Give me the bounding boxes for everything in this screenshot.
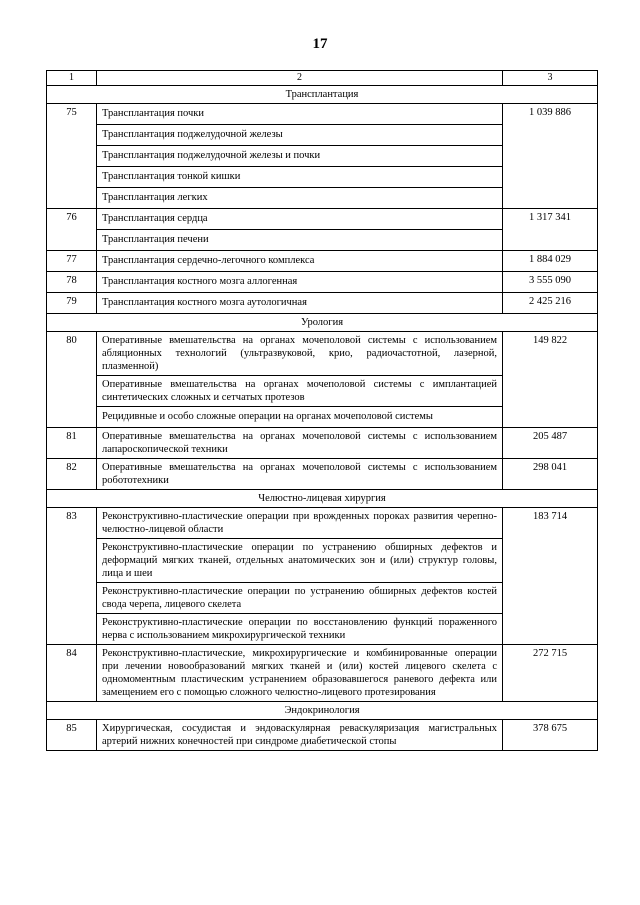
row-value: 1 039 886 — [503, 104, 598, 209]
row-description: Трансплантация тонкой кишки — [97, 167, 503, 188]
row-description: Трансплантация костного мозга аутологичная — [97, 293, 503, 314]
row-description: Реконструктивно-пластические операции по восстановлению функций пораженного нерва с использованием микрохирургической техники — [97, 614, 503, 645]
row-description: Трансплантация легких — [97, 188, 503, 209]
row-description: Трансплантация сердца — [97, 209, 503, 230]
table-row — [47, 332, 598, 376]
row-description: Оперативные вмешательства на органах мочеполовой системы с имплантацией синтетических сложных и сетчатых протезов — [97, 376, 503, 407]
column-header-1: 1 — [47, 71, 97, 86]
page-number: 17 — [312, 36, 328, 52]
row-number: 75 — [47, 104, 97, 209]
row-description: Трансплантация костного мозга аллогенная — [97, 272, 503, 293]
column-header-3: 3 — [503, 71, 598, 86]
table-row — [47, 293, 598, 314]
table-row — [47, 428, 598, 459]
table-row — [47, 209, 598, 230]
row-description: Оперативные вмешательства на органах мочеполовой системы с использованием лапароскопической техники — [97, 428, 503, 459]
table-row — [47, 720, 598, 751]
row-number: 78 — [47, 272, 97, 293]
row-number: 83 — [47, 508, 97, 645]
table-row — [47, 508, 598, 539]
row-number: 84 — [47, 645, 97, 702]
table-row — [47, 645, 598, 702]
row-description: Реконструктивно-пластические операции по устранению обширных дефектов костей свода черепа, лицевого скелета — [97, 583, 503, 614]
row-description: Хирургическая, сосудистая и эндоваскулярная реваскуляризация магистральных артерий нижних конечностей при синдроме диабетической стопы — [97, 720, 503, 751]
row-number: 81 — [47, 428, 97, 459]
row-number: 79 — [47, 293, 97, 314]
section-row — [47, 490, 598, 508]
section-row — [47, 86, 598, 104]
row-value: 272 715 — [503, 645, 598, 702]
row-description: Реконструктивно-пластические, микрохирургические и комбинированные операции при лечении новообразований мягких тканей и (или) костей лицевого скелета с одномоментным пластическим устранением образовавшегося раневого дефекта или замещением его с помощью сложного челюстно-лицевого протезирования — [97, 645, 503, 702]
section-row — [47, 314, 598, 332]
tariff-table — [46, 70, 598, 751]
row-description: Трансплантация почки — [97, 104, 503, 125]
row-number: 77 — [47, 251, 97, 272]
row-value: 378 675 — [503, 720, 598, 751]
section-title-urology: Урология — [47, 314, 598, 332]
column-header-row — [47, 71, 598, 86]
row-description: Трансплантация печени — [97, 230, 503, 251]
section-title-maxillofacial: Челюстно-лицевая хирургия — [47, 490, 598, 508]
row-description: Реконструктивно-пластические операции по устранению обширных дефектов и деформаций мягких тканей, отдельных анатомических зон и (или) структур головы, лица и шеи — [97, 539, 503, 583]
row-number: 76 — [47, 209, 97, 251]
column-header-2: 2 — [97, 71, 503, 86]
row-description: Оперативные вмешательства на органах мочеполовой системы с использованием робототехники — [97, 459, 503, 490]
table-row — [47, 272, 598, 293]
table-row — [47, 459, 598, 490]
row-value: 205 487 — [503, 428, 598, 459]
row-value: 3 555 090 — [503, 272, 598, 293]
row-description: Трансплантация сердечно-легочного комплекса — [97, 251, 503, 272]
table-row — [47, 104, 598, 125]
row-description: Реконструктивно-пластические операции при врожденных пороках развития черепно-челюстно-лицевой области — [97, 508, 503, 539]
row-number: 82 — [47, 459, 97, 490]
row-value: 1 884 029 — [503, 251, 598, 272]
row-description: Рецидивные и особо сложные операции на органах мочеполовой системы — [97, 407, 503, 428]
row-description: Трансплантация поджелудочной железы и почки — [97, 146, 503, 167]
section-title-transplant: Трансплантация — [47, 86, 598, 104]
section-row — [47, 702, 598, 720]
table-row — [47, 251, 598, 272]
row-value: 2 425 216 — [503, 293, 598, 314]
section-title-endocrinology: Эндокринология — [47, 702, 598, 720]
row-description: Трансплантация поджелудочной железы — [97, 125, 503, 146]
row-value: 149 822 — [503, 332, 598, 428]
row-number: 85 — [47, 720, 97, 751]
row-value: 183 714 — [503, 508, 598, 645]
row-number: 80 — [47, 332, 97, 428]
row-value: 1 317 341 — [503, 209, 598, 251]
row-value: 298 041 — [503, 459, 598, 490]
row-description: Оперативные вмешательства на органах мочеполовой системы с использованием абляционных технологий (ультразвуковой, крио, радиочастотной, лазерной, плазменной) — [97, 332, 503, 376]
